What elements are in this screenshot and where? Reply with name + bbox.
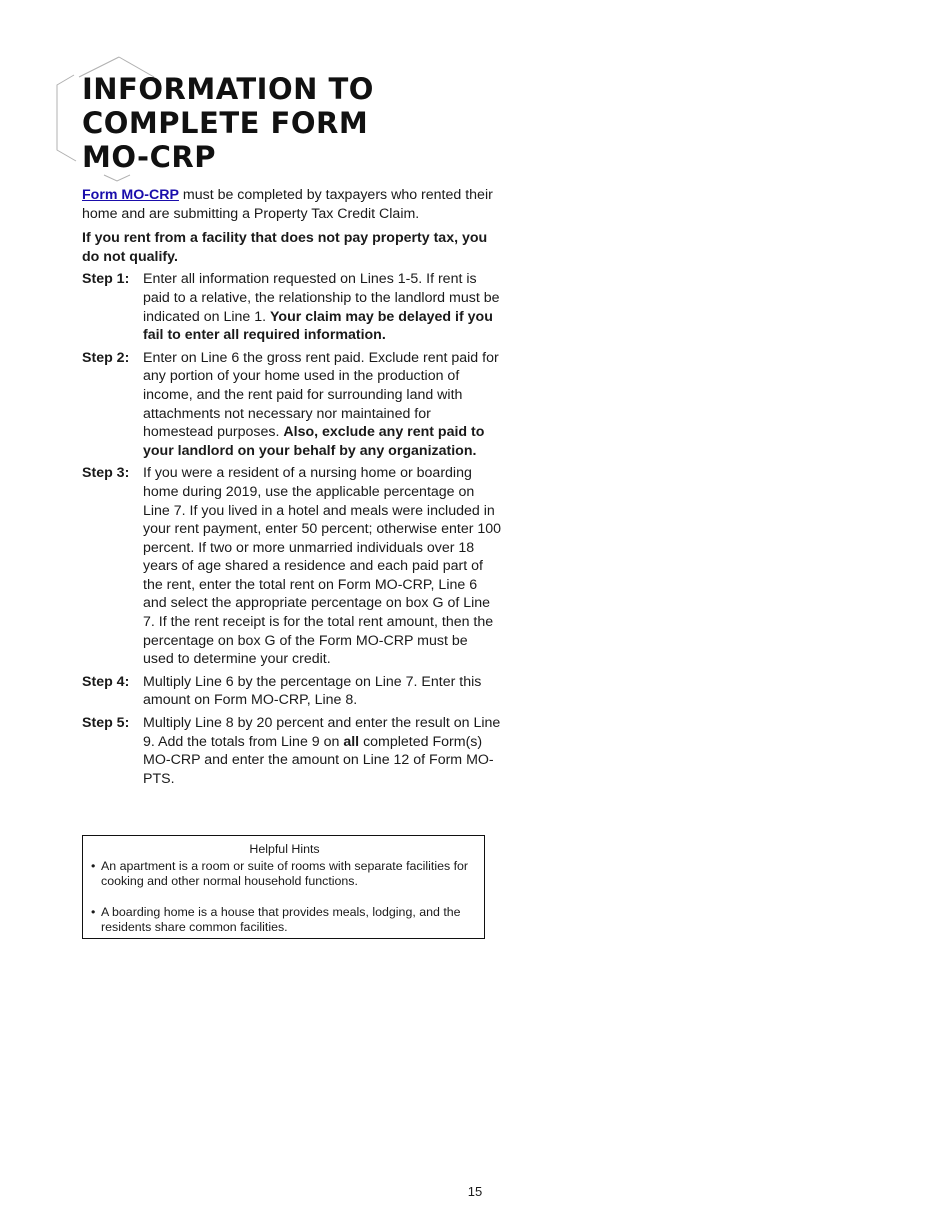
form-mo-crp-link[interactable]: Form MO-CRP [82, 187, 179, 203]
step-label: Step 5: [82, 715, 130, 732]
bullet-icon: • [91, 858, 96, 873]
step-text: Enter all information requested on Lines 1-5. If rent is paid to a relative, the relationship to the landlord must be indicated on Line 1. Your claim may be delayed if you fail to enter all required information. [143, 271, 500, 344]
title-line: COMPLETE FORM [82, 106, 369, 140]
step-text: Multiply Line 6 by the percentage on Line 7. Enter this amount on Form MO-CRP, Line 8. [143, 673, 482, 709]
qualification-warning: If you rent from a facility that does not pay property tax, you do not qualify. [82, 230, 488, 265]
step-text: If you were a resident of a nursing home or boarding home during 2019, use the applicable percentage on Line 7. If you lived in a hotel and meals were included in your rent payment, enter 50 percent; otherwise enter 100 percent. If two or more unmarried individuals over 18 years of age shared a residence and each paid part of the rent, enter the total rent on Form MO-CRP, Line 6 and select the appropriate percentage on box G of Line 7. If the rent receipt is for the total rent amount, then the percentage on box G of the Form MO-CRP must be used to determine your credit. [143, 465, 502, 668]
step-2 [82, 349, 502, 461]
intro-text: must be completed by taxpayers who rented their home and are submitting a Property Tax Credit Claim. [82, 187, 493, 222]
step-emphasis: Also, exclude any rent paid to your landlord on your behalf by any organization. [143, 424, 485, 459]
step-text: Enter on Line 6 the gross rent paid. Exclude rent paid for any portion of your home used in the production of income, and the rent paid for surrounding land with attachments not necessary nor maintained for homestead purposes. Also, exclude any rent paid to your landlord on your behalf by any organization. [143, 349, 499, 459]
hint-text: A boarding home is a house that provides meals, lodging, and the residents share common facilities. [101, 904, 461, 934]
intro-paragraph [82, 186, 502, 223]
title-line: INFORMATION TO [82, 72, 374, 106]
hint-text: An apartment is a room or suite of rooms with separate facilities for cooking and other normal household functions. [101, 858, 469, 888]
step-label: Step 1: [82, 271, 130, 288]
hint-item [91, 905, 478, 936]
helpful-hints-box [82, 835, 485, 939]
step-label: Step 4: [82, 673, 130, 690]
step-label: Step 3: [82, 465, 130, 482]
step-4 [82, 673, 502, 710]
step-text: Multiply Line 8 by 20 percent and enter the result on Line 9. Add the totals from Line 9 on all completed Form(s) MO-CRP and enter the amount on Line 12 of Form MO-PTS. [143, 715, 501, 787]
step-label: Step 2: [82, 349, 130, 366]
step-3 [82, 464, 502, 669]
step-5 [82, 714, 502, 788]
step-1 [82, 270, 502, 344]
step-emphasis: all [343, 733, 360, 750]
instructions [82, 186, 502, 792]
page-title [82, 72, 374, 174]
hints-title: Helpful Hints [249, 842, 320, 856]
title-line: MO-CRP [82, 140, 216, 174]
hint-item [91, 859, 478, 890]
page-number: 15 [467, 1184, 483, 1199]
bullet-icon: • [91, 904, 96, 919]
step-emphasis: Your claim may be delayed if you fail to enter all required information. [143, 308, 493, 344]
